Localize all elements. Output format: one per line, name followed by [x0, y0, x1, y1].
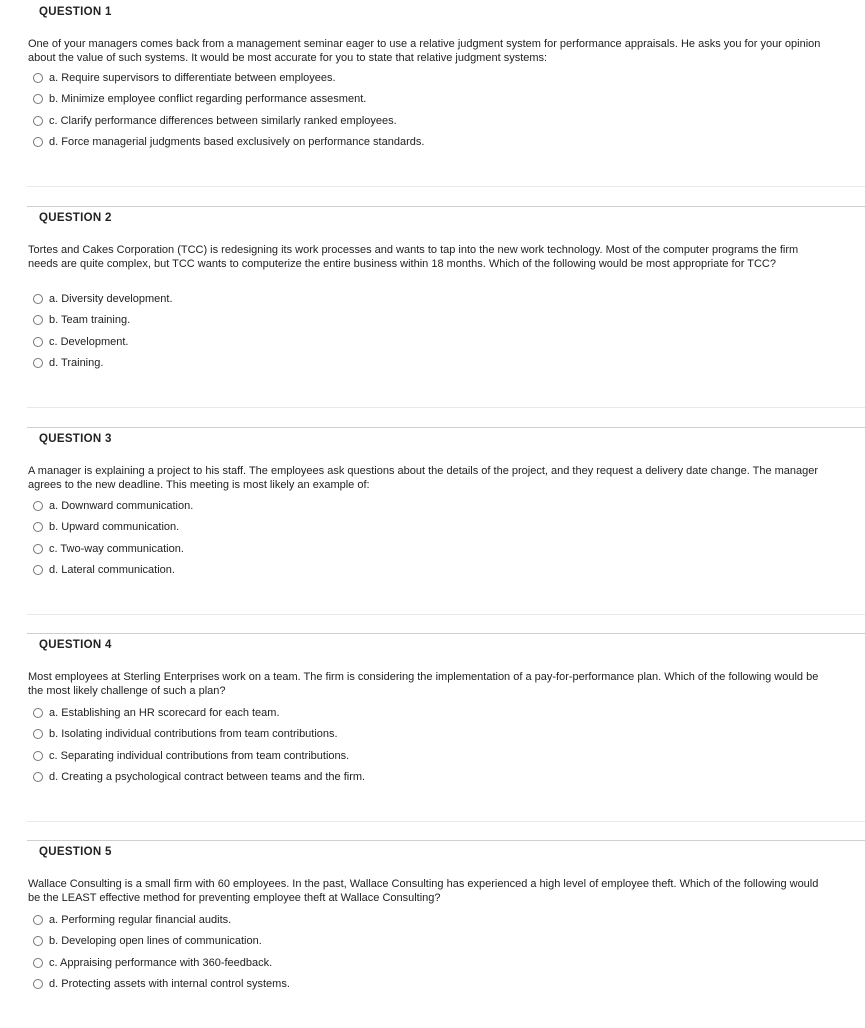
radio-button[interactable] — [33, 116, 43, 126]
question-text: One of your managers comes back from a management seminar eager to use a relative judgment system for performance appraisals. He asks you for your opinion about the value of such systems. It would be most accurate for you to state that relative judgment systems: — [28, 38, 821, 64]
option-label: c. Appraising performance with 360-feedback. — [49, 956, 273, 969]
radio-button[interactable] — [33, 94, 43, 104]
radio-button[interactable] — [33, 936, 43, 946]
option-label: b. Developing open lines of communication. — [49, 935, 262, 948]
divider — [27, 206, 865, 207]
radio-button[interactable] — [33, 501, 43, 511]
divider — [27, 614, 865, 615]
radio-button[interactable] — [33, 315, 43, 325]
question-4 — [0, 633, 865, 821]
radio-button[interactable] — [33, 772, 43, 782]
answer-options — [33, 67, 424, 153]
option-label: b. Team training. — [49, 314, 131, 327]
radio-button[interactable] — [33, 751, 43, 761]
answer-option-a[interactable] — [33, 288, 173, 310]
option-label: d. Creating a psychological contract between teams and the firm. — [49, 771, 366, 784]
option-label: d. Lateral communication. — [49, 564, 175, 577]
radio-button[interactable] — [33, 294, 43, 304]
answer-options — [33, 495, 193, 581]
radio-button[interactable] — [33, 729, 43, 739]
question-3 — [0, 427, 865, 615]
answer-option-d[interactable] — [33, 974, 290, 996]
radio-button[interactable] — [33, 337, 43, 347]
option-label: c. Clarify performance differences between similarly ranked employees. — [49, 114, 397, 127]
option-label: c. Two-way communication. — [49, 542, 184, 555]
radio-button[interactable] — [33, 979, 43, 989]
answer-option-c[interactable] — [33, 110, 424, 132]
option-label: a. Performing regular financial audits. — [49, 913, 232, 926]
divider — [27, 633, 865, 634]
question-2 — [0, 206, 865, 394]
answer-option-d[interactable] — [33, 132, 424, 154]
question-header: QUESTION 4 — [39, 639, 112, 651]
option-label: d. Training. — [49, 357, 104, 370]
answer-option-c[interactable] — [33, 745, 365, 767]
divider — [27, 840, 865, 841]
answer-options — [33, 702, 365, 788]
question-text: Tortes and Cakes Corporation (TCC) is redesigning its work processes and wants to tap into the new work technology. Most of the computer programs the firm needs are quite complex, but TCC wants to computerize the entire business within 18 months. Which of the following would be most appropriate for TCC? — [28, 244, 799, 270]
question-text: Wallace Consulting is a small firm with 60 employees. In the past, Wallace Consulting has experienced a high level of employee theft. Which of the following would be the LEAST effective method for preventing employee theft at Wallace Consulting? — [28, 878, 819, 904]
answer-option-d[interactable] — [33, 353, 173, 375]
radio-button[interactable] — [33, 544, 43, 554]
radio-button[interactable] — [33, 708, 43, 718]
question-header: QUESTION 1 — [39, 6, 112, 18]
radio-button[interactable] — [33, 915, 43, 925]
option-label: b. Minimize employee conflict regarding performance assesment. — [49, 93, 367, 106]
radio-button[interactable] — [33, 958, 43, 968]
divider — [27, 186, 865, 187]
option-label: c. Separating individual contributions from team contributions. — [49, 749, 350, 762]
question-5 — [0, 840, 865, 1028]
answer-option-b[interactable] — [33, 89, 424, 111]
answer-option-b[interactable] — [33, 724, 365, 746]
question-text: A manager is explaining a project to his staff. The employees ask questions about the details of the project, and they request a delivery date change. The manager agrees to the new deadline. This meeting is most likely an example of: — [28, 465, 819, 491]
divider — [27, 427, 865, 428]
question-header: QUESTION 3 — [39, 433, 112, 445]
answer-options — [33, 909, 290, 995]
divider — [27, 821, 865, 822]
option-label: d. Protecting assets with internal control systems. — [49, 978, 290, 991]
option-label: a. Establishing an HR scorecard for each team. — [49, 706, 280, 719]
answer-option-b[interactable] — [33, 310, 173, 332]
answer-options — [33, 288, 173, 374]
answer-option-c[interactable] — [33, 952, 290, 974]
radio-button[interactable] — [33, 565, 43, 575]
option-label: a. Downward communication. — [49, 499, 194, 512]
answer-option-c[interactable] — [33, 331, 173, 353]
radio-button[interactable] — [33, 73, 43, 83]
answer-option-d[interactable] — [33, 767, 365, 789]
option-label: b. Upward communication. — [49, 521, 180, 534]
answer-option-c[interactable] — [33, 538, 193, 560]
radio-button[interactable] — [33, 358, 43, 368]
question-header: QUESTION 5 — [39, 846, 112, 858]
option-label: c. Development. — [49, 335, 129, 348]
radio-button[interactable] — [33, 137, 43, 147]
divider — [27, 407, 865, 408]
option-label: a. Require supervisors to differentiate between employees. — [49, 71, 336, 84]
answer-option-d[interactable] — [33, 560, 193, 582]
answer-option-a[interactable] — [33, 495, 193, 517]
question-header: QUESTION 2 — [39, 212, 112, 224]
answer-option-a[interactable] — [33, 909, 290, 931]
answer-option-a[interactable] — [33, 67, 424, 89]
option-label: d. Force managerial judgments based exclusively on performance standards. — [49, 136, 425, 149]
option-label: a. Diversity development. — [49, 292, 173, 305]
option-label: b. Isolating individual contributions from team contributions. — [49, 728, 338, 741]
question-text: Most employees at Sterling Enterprises work on a team. The firm is considering the implementation of a pay-for-performance plan. Which of the following would be the most likely challenge of such a plan? — [28, 671, 819, 697]
answer-option-a[interactable] — [33, 702, 365, 724]
question-1 — [0, 0, 865, 188]
radio-button[interactable] — [33, 522, 43, 532]
answer-option-b[interactable] — [33, 931, 290, 953]
answer-option-b[interactable] — [33, 517, 193, 539]
